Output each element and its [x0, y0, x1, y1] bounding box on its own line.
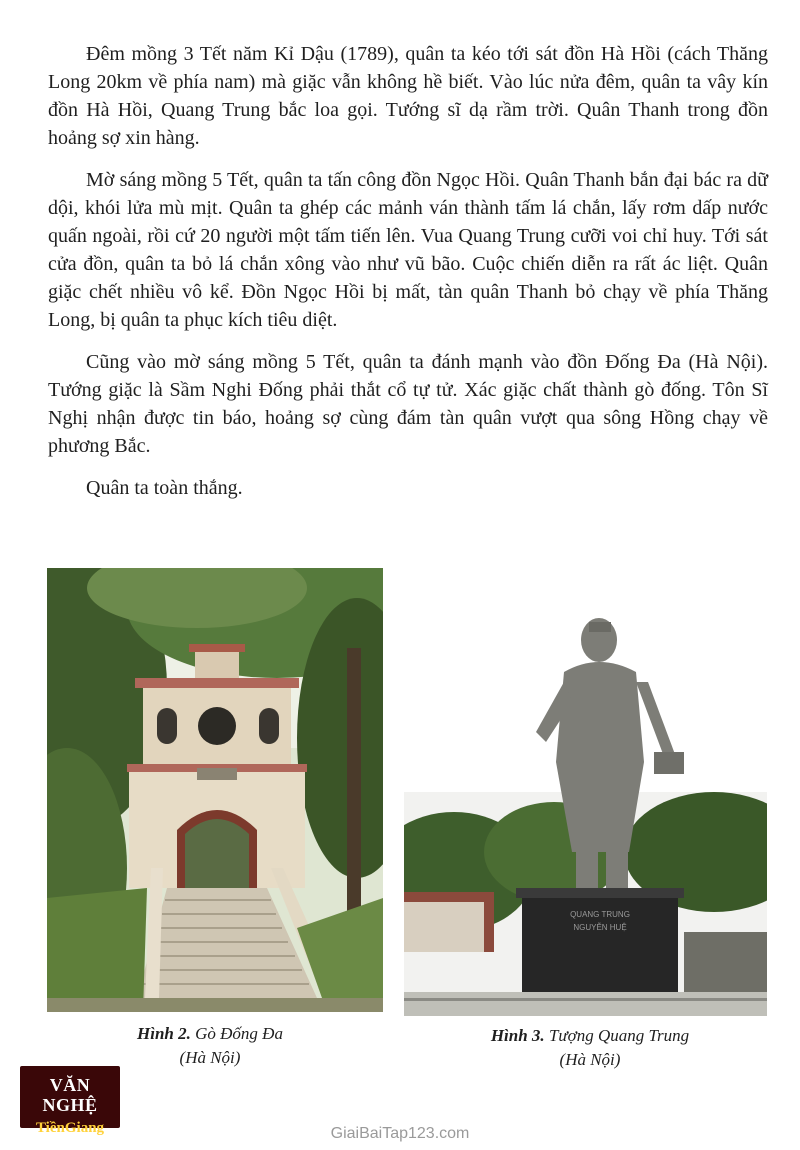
paragraph-1: Đêm mồng 3 Tết năm Kỉ Dậu (1789), quân ta kéo tới sát đồn Hà Hồi (cách Thăng Long 20km về phía nam) mà giặc vẫn không hề biết. Vào lúc nửa đêm, quân ta vây kín đồn Hà Hồi, Quang Trung bắc loa gọi. Tướng sĩ dạ rầm trời. Quân Thanh trong đồn hoảng sợ xin hàng. — [48, 43, 768, 149]
paragraph-2: Mờ sáng mồng 5 Tết, quân ta tấn công đồn Ngọc Hồi. Quân Thanh bắn đại bác ra dữ dội, khói lửa mù mịt. Quân ta ghép các mảnh ván thành tấm lá chắn, lấy rơm dấp nước quấn ngoài, rồi cứ 20 người một tấm tiến lên. Vua Quang Trung cưỡi voi chỉ huy. Tới sát cửa đồn, quân ta bỏ lá chắn xông vào như vũ bão. Cuộc chiến diễn ra rất ác liệt. Quân giặc chết nhiều vô kể. Đồn Ngọc Hồi bị mất, tàn quân Thanh bỏ chạy về phía Thăng Long, bị quân ta phục kích tiêu diệt. — [48, 169, 768, 331]
figure-3-place: (Hà Nội) — [559, 1050, 621, 1069]
photo-tuong-quang-trung — [404, 552, 767, 1016]
plinth-inscription-2: NGUYỄN HUỆ — [573, 923, 627, 932]
figure-2-place: (Hà Nội) — [179, 1048, 241, 1067]
caption-figure-3 — [440, 1024, 740, 1072]
paragraph-3: Cũng vào mờ sáng mồng 5 Tết, quân ta đánh mạnh vào đồn Đống Đa (Hà Nội). Tướng giặc là Sầm Nghi Đống phải thắt cổ tự tử. Xác giặc chất thành gò đống. Tôn Sĩ Nghị nhận được tin báo, hoảng sợ cùng đám tàn quân vượt qua sông Hồng chạy về phương Bắc. — [48, 351, 768, 457]
plinth-inscription-1: QUANG TRUNG — [570, 910, 630, 919]
watermark: GiaiBaiTap123.com — [330, 1125, 470, 1142]
caption-figure-2 — [80, 1022, 340, 1070]
logo-line-2: TiềnGiang — [35, 1120, 105, 1136]
body-text — [48, 40, 768, 516]
paragraph-4: Quân ta toàn thắng. — [86, 477, 243, 499]
figure-2-title: Gò Đống Đa — [195, 1024, 283, 1043]
van-nghe-logo — [20, 1066, 120, 1136]
photo-go-dong-da — [47, 568, 383, 1012]
figure-3-label: Hình 3. — [490, 1026, 545, 1045]
logo-line-1: VĂN NGHỆ — [42, 1075, 98, 1115]
figure-3-title: Tượng Quang Trung — [548, 1026, 690, 1045]
figure-2-label: Hình 2. — [137, 1024, 191, 1043]
